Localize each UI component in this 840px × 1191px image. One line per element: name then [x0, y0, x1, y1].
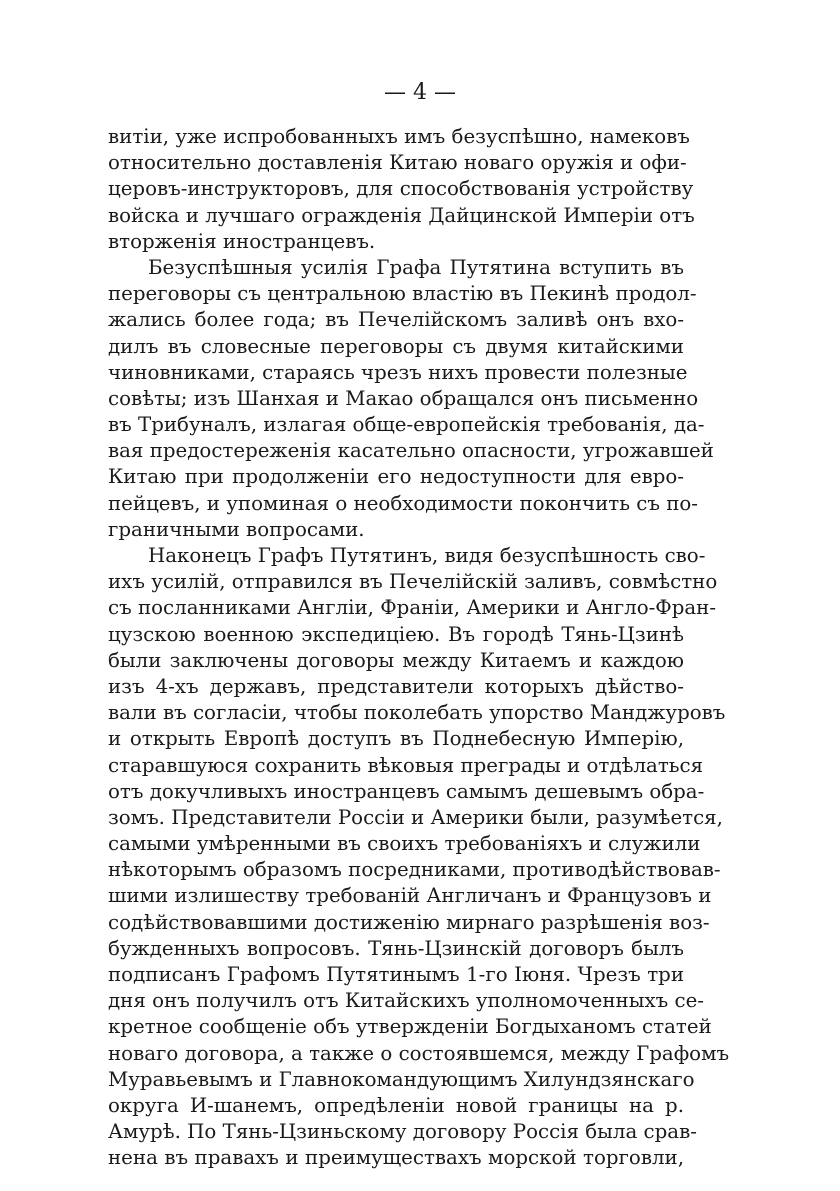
- text-line: Наконецъ Графъ Путятинъ, видя безуспѣшность сво-: [148, 544, 706, 567]
- text-line: церовъ-инструкторовъ, для способствованія устройству: [108, 177, 694, 201]
- text-line: граничными вопросами.: [108, 517, 365, 541]
- text-line: переговоры съ центральною властію въ Пекинѣ продол-: [108, 282, 697, 306]
- text-line: Китаю при продолженіи его недоступности для евро-: [108, 465, 684, 489]
- text-line: бужденныхъ вопросовъ. Тянь-Цзинскій договоръ былъ: [108, 936, 684, 960]
- text-line: новаго договора, а также о состоявшемся, между Графомъ: [108, 1041, 730, 1065]
- body-text: [108, 124, 730, 1172]
- text-line: нѣкоторымъ образомъ посредниками, противодѣйствовав-: [108, 858, 721, 882]
- text-line: совѣты; изъ Шанхая и Макао обращался онъ письменно: [108, 386, 699, 410]
- text-line: округа И-шанемъ, опредѣленіи новой границы на р.: [108, 1093, 684, 1117]
- text-line: съ посланниками Англіи, Франіи, Америки и Англо-Фран-: [108, 596, 717, 620]
- text-line: Амурѣ. По Тянь-Цзиньскому договору Россія была срав-: [108, 1120, 697, 1144]
- text-line: вали въ согласіи, чтобы поколебать упорство Манджуровъ: [108, 701, 726, 725]
- text-line: чиновниками, стараясь чрезъ нихъ провести полезные: [108, 360, 688, 384]
- text-line: цузскою военною экспедиціею. Въ городѣ Тянь-Цзинѣ: [108, 622, 684, 646]
- page-number: — 4 —: [384, 80, 456, 105]
- text-line: и открыть Европѣ доступъ въ Поднебесную Имперію,: [108, 727, 684, 751]
- text-line: жались более года; въ Печелійскомъ заливѣ онъ вхо-: [108, 308, 684, 332]
- text-line: подписанъ Графомъ Путятинымъ 1-го Іюня. Чрезъ три: [108, 963, 684, 986]
- text-line: шими излишеству требованій Англичанъ и Французовъ и: [108, 884, 712, 908]
- text-line: ихъ усилій, отправился въ Печелійскій заливъ, совмѣстно: [108, 570, 718, 594]
- text-line: относительно доставленія Китаю новаго оружія и офи-: [108, 151, 687, 175]
- text-line: Безуспѣшныя усилія Графа Путятина вступить въ: [148, 255, 684, 279]
- text-line: пейцевъ, и упоминая о необходимости покончить съ по-: [108, 491, 698, 515]
- text-line: войска и лучшаго огражденія Дайцинской Имперіи отъ: [108, 203, 695, 227]
- text-line: дилъ въ словесные переговоры съ двумя китайскими: [108, 334, 684, 358]
- text-line: Муравьевымъ и Главнокомандующимъ Хилундзянскаго: [108, 1067, 695, 1091]
- text-line: вая предостереженія касательно опасности, угрожавшей: [108, 439, 714, 463]
- text-line: отъ докучливыхъ иностранцевъ самымъ дешевымъ обра-: [108, 779, 705, 803]
- text-line: старавшуюся сохранить вѣковыя преграды и отдѣлаться: [108, 753, 704, 777]
- text-line: были заключены договоры между Китаемъ и каждою: [108, 648, 684, 672]
- text-line: витіи, уже испробованныхъ имъ безуспѣшно, намековъ: [108, 125, 690, 148]
- text-line: содѣйствовавшими достиженію мирнаго разрѣшенія воз-: [108, 910, 710, 934]
- text-line: зомъ. Представители Россіи и Америки были, разумѣется,: [108, 805, 723, 829]
- text-line: нена въ правахъ и преимуществахъ морской торговли,: [108, 1146, 684, 1170]
- text-line: въ Трибуналъ, излагая обще-европейскія требованія, да-: [108, 413, 705, 437]
- text-line: дня онъ получилъ отъ Китайскихъ уполномоченныхъ се-: [108, 989, 704, 1013]
- text-line: изъ 4-хъ державъ, представители которыхъ дѣйство-: [108, 674, 684, 698]
- text-line: кретное сообщеніе объ утвержденіи Богдыханомъ статей: [108, 1015, 712, 1039]
- text-line: вторженія иностранцевъ.: [108, 229, 376, 253]
- text-line: самыми умѣренными въ своихъ требованіяхъ и служили: [108, 832, 701, 856]
